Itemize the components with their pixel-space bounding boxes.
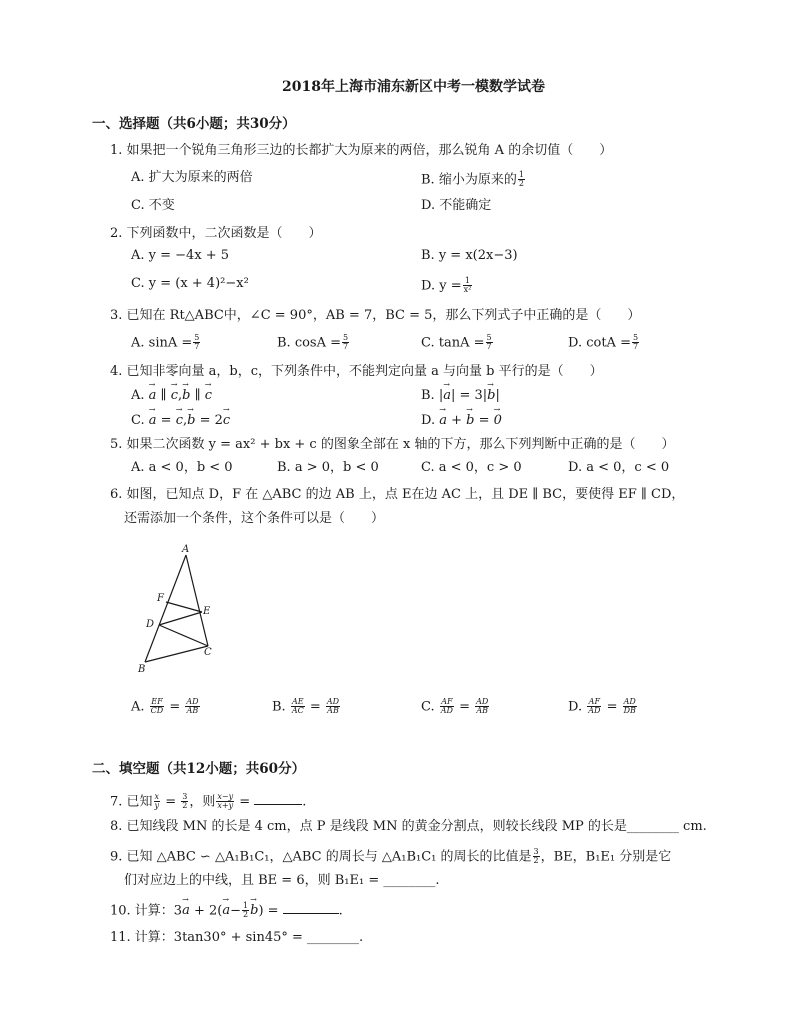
question-6-stem-line2: 还需添加一个条件，这个条件可以是（ ） [124,511,385,526]
question-4-option-a: A. → a ∥ → c,→ b ∥ → c [131,389,212,402]
question-9-line2: 们对应边上的中线，且 BE = 6，则 B₁E₁ = ________. [124,873,440,888]
q7-text: 7. 已知 [110,794,153,810]
question-2-option-b: B. y = x(2x−3) [421,248,518,263]
label-e: E [203,606,211,617]
question-5-option-b: B. a > 0，b < 0 [277,460,379,475]
question-1-option-a: A. 扩大为原来的两倍 [131,170,253,185]
option-b-text: B. 缩小为原来的 [421,172,517,188]
question-6-option-a: A. $\frac{EF}{CD}$ = $\frac{AD}{AB}$ [131,697,199,716]
fraction-5-7: $\frac{5}{7}$ [343,333,349,352]
option-c-text: C. tanA = [421,335,485,351]
segment-ab [145,555,186,662]
question-3-option-d [568,334,640,352]
fraction-1-2: $\frac{1}{2}$ [518,170,524,189]
label-d: D [146,619,155,630]
question-1-stem: 1. 如果把一个锐角三角形三边的长都扩大为原来的两倍，那么锐角 A 的余切值（ ） [110,143,613,158]
question-11: 11. 计算：3tan30° + sin45° = ________. [110,930,364,945]
question-5-option-c: C. a < 0，c > 0 [421,460,522,475]
question-10: 10. 计算：3→ a + 2(→ a− $\frac{1}{2}$ → b) = . [110,902,343,920]
q9-text-b: ，BE，B₁E₁ 分别是它 [540,849,672,865]
section-heading-choice: 一、选择题（共6小题；共30分） [92,116,296,132]
answer-blank[interactable] [283,903,339,914]
question-1-option-c: C. 不变 [131,198,175,213]
option-b-text: B. cosA = [277,335,342,351]
label-f: F [157,593,164,604]
label-a: A [182,544,190,555]
question-6-option-d: D. $\frac{AF}{AD}$ = $\frac{AD}{DB}$ [568,697,636,716]
question-3-option-b [277,334,350,352]
triangle-figure [130,540,230,680]
question-6-option-b: B. $\frac{AE}{AC}$ = $\frac{AD}{AB}$ [272,697,340,716]
fraction-1-x2: $\frac{1}{\text{x²}}$ [463,276,472,295]
q7-mid: ，则 [189,794,216,810]
segment-fe [166,602,202,612]
section-heading-fill: 二、填空题（共12小题；共60分） [92,761,306,777]
fraction-5-7: $\frac{5}{7}$ [486,333,492,352]
q9-text: 9. 已知 △ABC ∽ △A₁B₁C₁，△ABC 的周长与 △A₁B₁C₁ 的周长的比值是 [110,849,532,865]
segment-dc [159,625,208,646]
question-4-option-d: D. → a + → b = → 0 [421,414,502,427]
question-2-option-a: A. y = −4x + 5 [131,248,230,263]
question-7: 7. 已知 $\frac{x}{y}$ = $\frac{3}{2}$ ，则 $\frac{x-y}{x+y}$ = . [110,792,307,811]
question-4-stem: 4. 已知非零向量 a，b，c，下列条件中，不能判定向量 a 与向量 b 平行的是（ ） [110,364,603,379]
question-8: 8. 已知线段 MN 的长是 4 cm，点 P 是线段 MN 的黄金分割点，则较长线段 MP 的长是________ cm. [110,819,707,834]
question-4-option-b: B. |→ a| = 3|→ b| [421,389,500,402]
question-1-option-b [421,171,526,189]
segment-ac [186,555,208,646]
question-5-option-a: A. a < 0，b < 0 [131,460,233,475]
option-d-text: D. y = [421,278,462,294]
answer-blank[interactable] [254,794,302,805]
question-9-line1: 9. 已知 △ABC ∽ △A₁B₁C₁，△ABC 的周长与 △A₁B₁C₁ 的周长的比值是 $\frac{3}{2}$ ，BE，B₁E₁ 分别是它 [110,847,672,866]
option-d-text: D. cotA = [568,335,631,351]
question-6-option-c: C. $\frac{AF}{AD}$ = $\frac{AD}{AB}$ [421,697,489,716]
segment-bc [145,646,208,662]
question-4-option-c: C. → a = → c,→ b = 2→ c [131,414,230,427]
question-1-option-d: D. 不能确定 [421,198,492,213]
page-title: 2018年上海市浦东新区中考一模数学试卷 [282,79,545,95]
fraction-5-7: $\frac{5}{7}$ [632,333,639,352]
question-3-option-c [421,334,494,352]
question-3-stem: 3. 已知在 Rt△ABC中，∠C = 90°，AB = 7，BC = 5，那么下列式子中正确的是（ ） [110,308,641,323]
option-a-text: A. sinA = [131,335,193,351]
question-6-stem-line1: 6. 如图，已知点 D，F 在 △ABC 的边 AB 上，点 E在边 AC 上，且 DE ∥ BC，要使得 EF ∥ CD， [110,487,685,502]
label-c: C [204,647,212,658]
label-b: B [138,664,146,675]
question-3-option-a [131,334,201,352]
question-2-option-d [421,277,473,295]
question-2-option-c: C. y = (x + 4)²−x² [131,276,249,291]
question-5-stem: 5. 如果二次函数 y = ax² + bx + c 的图象全部在 x 轴的下方，那么下列判断中正确的是（ ） [110,437,675,452]
question-2-stem: 2. 下列函数中，二次函数是（ ） [110,226,322,241]
fraction-5-7: $\frac{5}{7}$ [194,333,200,352]
segment-de [159,612,202,625]
question-5-option-d: D. a < 0，c < 0 [568,460,670,475]
